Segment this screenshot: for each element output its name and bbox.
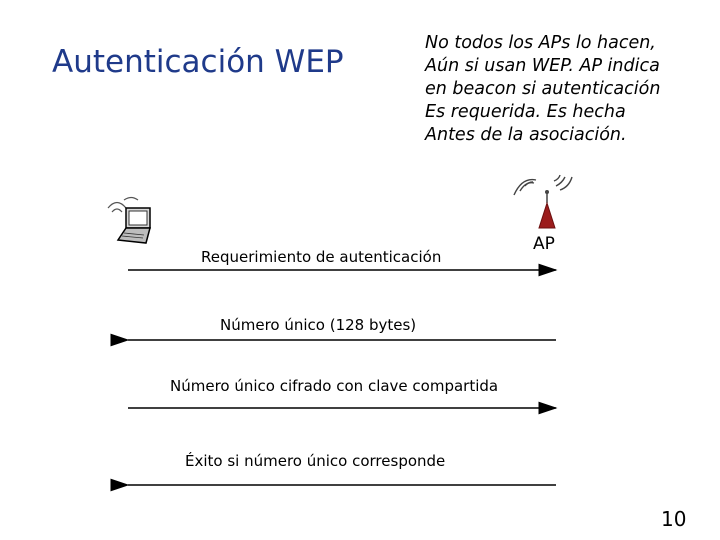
access-point-icon bbox=[514, 175, 572, 228]
message-label: Éxito si número único corresponde bbox=[185, 452, 446, 470]
message-label: Número único cifrado con clave compartida bbox=[170, 377, 499, 395]
laptop-icon bbox=[108, 198, 150, 244]
slide-title: Autenticación WEP bbox=[52, 44, 344, 80]
note-line: Es requerida. Es hecha bbox=[425, 102, 626, 122]
note-line: Aún si usan WEP. AP indica bbox=[425, 56, 660, 76]
note-line: Antes de la asociación. bbox=[425, 125, 627, 145]
note-line: No todos los APs lo hacen, bbox=[425, 33, 656, 53]
message-label: Requerimiento de autenticación bbox=[201, 248, 442, 266]
page-number: 10 bbox=[661, 507, 687, 531]
message-label: Número único (128 bytes) bbox=[220, 316, 417, 334]
ap-label: AP bbox=[533, 234, 555, 254]
note-line: en beacon si autenticación bbox=[425, 79, 661, 99]
